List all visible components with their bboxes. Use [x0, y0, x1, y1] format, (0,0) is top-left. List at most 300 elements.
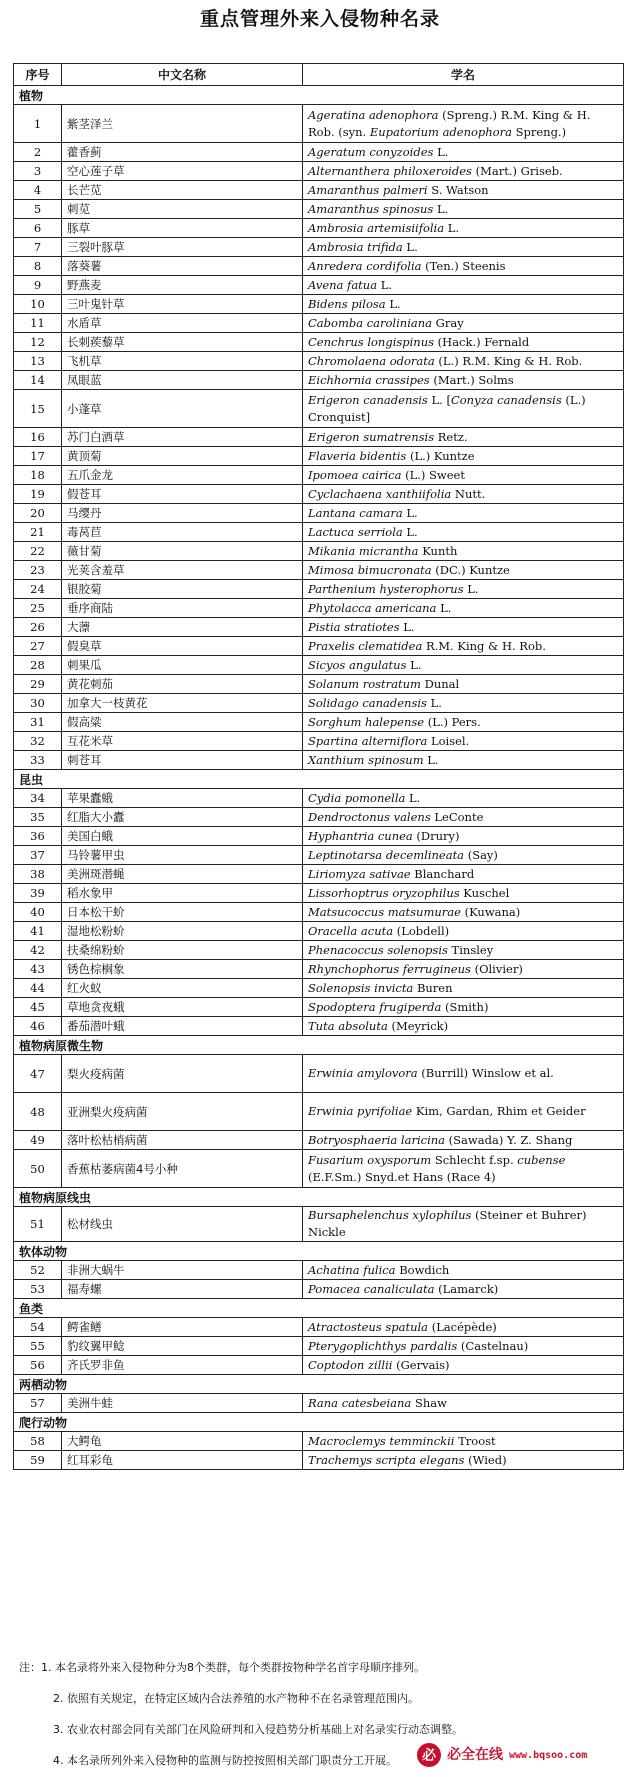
authority-text: L. — [433, 201, 449, 216]
row-chinese-name: 美洲斑潜蝇 — [62, 865, 303, 884]
row-scientific-name — [303, 143, 624, 162]
binomial-name: Bidens pilosa — [308, 296, 386, 311]
row-chinese-name: 美洲牛蛙 — [62, 1394, 303, 1413]
row-chinese-name: 香蕉枯萎病菌4号小种 — [62, 1150, 303, 1188]
row-scientific-name — [303, 219, 624, 238]
table-row — [14, 257, 624, 276]
binomial-name: Erigeron canadensis — [308, 392, 428, 407]
row-seq: 8 — [14, 257, 62, 276]
row-scientific-name — [303, 542, 624, 561]
binomial-name: Trachemys scripta elegans — [308, 1452, 465, 1467]
table-row — [14, 827, 624, 846]
row-scientific-name — [303, 903, 624, 922]
row-seq: 47 — [14, 1055, 62, 1093]
table-row — [14, 599, 624, 618]
binomial-name: Amaranthus palmeri — [308, 182, 428, 197]
binomial-name: Dendroctonus valens — [308, 809, 431, 824]
authority-text: (Steiner et Buhrer) Nickle — [308, 1208, 587, 1239]
row-seq: 39 — [14, 884, 62, 903]
row-scientific-name — [303, 1337, 624, 1356]
row-chinese-name: 飞机草 — [62, 352, 303, 371]
binomial-name: Eupatorium adenophora — [369, 124, 512, 139]
binomial-name: Parthenium hysterophorus — [308, 581, 464, 596]
binomial-name: cubense — [517, 1152, 566, 1167]
row-chinese-name: 黄顶菊 — [62, 447, 303, 466]
row-chinese-name: 野燕麦 — [62, 276, 303, 295]
row-chinese-name: 锈色棕榈象 — [62, 960, 303, 979]
authority-text: (Olivier) — [470, 961, 523, 976]
authority-text: (Meyrick) — [387, 1018, 449, 1033]
binomial-name: Pomacea canaliculata — [308, 1281, 435, 1296]
row-seq: 50 — [14, 1150, 62, 1188]
category-label: 植物 — [14, 86, 624, 105]
authority-text: (Castelnau) — [457, 1338, 529, 1353]
row-chinese-name: 亚洲梨火疫病菌 — [62, 1093, 303, 1131]
binomial-name: Mimosa bimucronata — [308, 562, 432, 577]
table-row — [14, 618, 624, 637]
site-watermark — [417, 1740, 627, 1770]
authority-text: (Say) — [464, 847, 498, 862]
table-row — [14, 1093, 624, 1131]
binomial-name: Mikania micrantha — [308, 543, 419, 558]
binomial-name: Rhynchophorus ferrugineus — [308, 961, 471, 976]
row-scientific-name — [303, 1318, 624, 1337]
row-seq: 40 — [14, 903, 62, 922]
table-row — [14, 466, 624, 485]
authority-text: Nutt. — [451, 486, 486, 501]
row-seq: 48 — [14, 1093, 62, 1131]
binomial-name: Cyclachaena xanthiifolia — [308, 486, 452, 501]
authority-text: L. — [436, 600, 452, 615]
binomial-name: Erwinia amylovora — [308, 1066, 418, 1080]
row-seq: 13 — [14, 352, 62, 371]
binomial-name: Botryosphaeria laricina — [308, 1132, 446, 1147]
authority-text: Dunal — [420, 676, 460, 691]
category-label: 两栖动物 — [14, 1375, 624, 1394]
row-scientific-name — [303, 1394, 624, 1413]
authority-text: Kim, Gardan, Rhim et Geider — [412, 1104, 586, 1118]
row-scientific-name — [303, 181, 624, 200]
binomial-name: Amaranthus spinosus — [308, 201, 434, 216]
row-chinese-name: 加拿大一枝黄花 — [62, 694, 303, 713]
row-scientific-name — [303, 1150, 624, 1188]
row-seq: 9 — [14, 276, 62, 295]
binomial-name: Cabomba caroliniana — [308, 315, 432, 330]
row-scientific-name — [303, 276, 624, 295]
authority-text: (L.) Kuntze — [406, 448, 475, 463]
row-chinese-name: 苹果蠹蛾 — [62, 789, 303, 808]
authority-text: (Kuwana) — [460, 904, 521, 919]
row-chinese-name: 银胶菊 — [62, 580, 303, 599]
row-scientific-name — [303, 1432, 624, 1451]
authority-text: (Lamarck) — [434, 1281, 499, 1296]
row-seq: 30 — [14, 694, 62, 713]
row-scientific-name — [303, 162, 624, 181]
table-row — [14, 390, 624, 428]
table-row — [14, 523, 624, 542]
row-seq: 51 — [14, 1207, 62, 1242]
table-row — [14, 903, 624, 922]
authority-text: (Gervais) — [392, 1357, 450, 1372]
table-row — [14, 105, 624, 143]
authority-text: Buren — [413, 980, 453, 995]
row-seq: 28 — [14, 656, 62, 675]
table-row — [14, 143, 624, 162]
row-chinese-name: 湿地松粉蚧 — [62, 922, 303, 941]
row-seq: 18 — [14, 466, 62, 485]
table-header-row — [14, 64, 624, 86]
category-row — [14, 86, 624, 105]
row-scientific-name — [303, 1356, 624, 1375]
binomial-name: Lactuca serriola — [308, 524, 403, 539]
row-chinese-name: 扶桑绵粉蚧 — [62, 941, 303, 960]
authority-text: (DC.) Kuntze — [431, 562, 510, 577]
binomial-name: Praxelis clematidea — [308, 638, 423, 653]
binomial-name: Pterygoplichthys pardalis — [308, 1338, 458, 1353]
row-scientific-name — [303, 105, 624, 143]
row-seq: 3 — [14, 162, 62, 181]
row-seq: 46 — [14, 1017, 62, 1036]
table-row — [14, 1394, 624, 1413]
row-scientific-name — [303, 466, 624, 485]
row-scientific-name — [303, 998, 624, 1017]
row-scientific-name — [303, 200, 624, 219]
category-row — [14, 770, 624, 789]
binomial-name: Atractosteus spatula — [308, 1319, 429, 1334]
row-seq: 11 — [14, 314, 62, 333]
row-scientific-name — [303, 1261, 624, 1280]
authority-text: (L.) Cronquist] — [308, 392, 586, 424]
binomial-name: Spartina alterniflora — [308, 733, 428, 748]
table-row — [14, 1261, 624, 1280]
binomial-name: Coptodon zillii — [308, 1357, 393, 1372]
binomial-name: Sicyos angulatus — [308, 657, 407, 672]
header-seq: 序号 — [14, 64, 62, 86]
authority-text: Schlecht f.sp. — [431, 1152, 518, 1167]
category-row — [14, 1242, 624, 1261]
table-row — [14, 314, 624, 333]
row-chinese-name: 日本松干蚧 — [62, 903, 303, 922]
authority-text: (L.) Sweet — [401, 467, 465, 482]
authority-text: Troost — [454, 1433, 496, 1448]
binomial-name: Cydia pomonella — [308, 790, 406, 805]
table-row — [14, 789, 624, 808]
authority-text: L. — [444, 220, 460, 235]
row-chinese-name: 非洲大蜗牛 — [62, 1261, 303, 1280]
authority-text: L. — [426, 695, 442, 710]
row-chinese-name: 松材线虫 — [62, 1207, 303, 1242]
authority-text: L. — [405, 790, 421, 805]
authority-text: (Sawada) Y. Z. Shang — [445, 1132, 573, 1147]
row-scientific-name — [303, 789, 624, 808]
authority-text: (Lobdell) — [393, 923, 450, 938]
table-row — [14, 200, 624, 219]
category-label: 软体动物 — [14, 1242, 624, 1261]
binomial-name: Leptinotarsa decemlineata — [308, 847, 465, 862]
category-row — [14, 1188, 624, 1207]
row-seq: 34 — [14, 789, 62, 808]
binomial-name: Xanthium spinosum — [308, 752, 424, 767]
binomial-name: Ipomoea cairica — [308, 467, 402, 482]
authority-text: R.M. King & H. Rob. — [422, 638, 546, 653]
binomial-name: Fusarium oxysporum — [308, 1152, 432, 1167]
category-row — [14, 1299, 624, 1318]
binomial-name: Conyza canadensis — [450, 392, 562, 407]
row-chinese-name: 小蓬草 — [62, 390, 303, 428]
row-seq: 37 — [14, 846, 62, 865]
table-row — [14, 219, 624, 238]
table-row — [14, 656, 624, 675]
table-row — [14, 941, 624, 960]
binomial-name: Phytolacca americana — [308, 600, 437, 615]
authority-text: L. — [463, 581, 479, 596]
binomial-name: Ageratum conyzoides — [308, 144, 434, 159]
row-chinese-name: 豹纹翼甲鲶 — [62, 1337, 303, 1356]
row-seq: 53 — [14, 1280, 62, 1299]
row-scientific-name — [303, 1451, 624, 1470]
binomial-name: Rana catesbeiana — [308, 1395, 412, 1410]
authority-text: (E.F.Sm.) Snyd.et Hans (Race 4) — [308, 1169, 496, 1184]
table-row — [14, 979, 624, 998]
authority-text: Kunth — [418, 543, 458, 558]
row-seq: 15 — [14, 390, 62, 428]
row-chinese-name: 垂序商陆 — [62, 599, 303, 618]
row-seq: 4 — [14, 181, 62, 200]
row-chinese-name: 大鳄龟 — [62, 1432, 303, 1451]
row-chinese-name: 薇甘菊 — [62, 542, 303, 561]
row-seq: 44 — [14, 979, 62, 998]
category-row — [14, 1036, 624, 1055]
authority-text: L. [ — [427, 392, 451, 407]
table-row — [14, 561, 624, 580]
binomial-name: Hyphantria cunea — [308, 828, 413, 843]
row-scientific-name — [303, 713, 624, 732]
row-chinese-name: 长刺蒺藜草 — [62, 333, 303, 352]
row-scientific-name — [303, 751, 624, 770]
binomial-name: Oracella acuta — [308, 923, 394, 938]
binomial-name: Anredera cordifolia — [308, 258, 422, 273]
authority-text: S. Watson — [427, 182, 489, 197]
row-chinese-name: 刺苍耳 — [62, 751, 303, 770]
row-scientific-name — [303, 827, 624, 846]
watermark-text: 必全在线 — [447, 1747, 503, 1763]
table-row — [14, 713, 624, 732]
table-row — [14, 637, 624, 656]
table-row — [14, 865, 624, 884]
authority-text: (Spreng.) R.M. King & H. Rob. (syn. — [308, 107, 591, 139]
binomial-name: Tuta absoluta — [308, 1018, 388, 1033]
authority-text: L. — [385, 296, 401, 311]
binomial-name: Erigeron sumatrensis — [308, 429, 435, 444]
row-scientific-name — [303, 504, 624, 523]
table-row — [14, 542, 624, 561]
authority-text: Shaw — [411, 1395, 447, 1410]
authority-text: (Hack.) Fernald — [434, 334, 530, 349]
row-chinese-name: 草地贪夜蛾 — [62, 998, 303, 1017]
category-row — [14, 1413, 624, 1432]
table-row — [14, 1451, 624, 1470]
row-scientific-name — [303, 523, 624, 542]
row-chinese-name: 齐氏罗非鱼 — [62, 1356, 303, 1375]
row-scientific-name — [303, 1280, 624, 1299]
row-seq: 7 — [14, 238, 62, 257]
authority-text: L. — [433, 144, 449, 159]
header-scientific-name: 学名 — [303, 64, 624, 86]
row-seq: 49 — [14, 1131, 62, 1150]
authority-text: (Ten.) Steenis — [421, 258, 506, 273]
row-seq: 59 — [14, 1451, 62, 1470]
row-seq: 20 — [14, 504, 62, 523]
authority-text: LeConte — [430, 809, 484, 824]
binomial-name: Chromolaena odorata — [308, 353, 435, 368]
row-seq: 55 — [14, 1337, 62, 1356]
row-seq: 10 — [14, 295, 62, 314]
row-scientific-name — [303, 960, 624, 979]
authority-text: Blanchard — [410, 866, 475, 881]
binomial-name: Phenacoccus solenopsis — [308, 942, 448, 957]
row-scientific-name — [303, 447, 624, 466]
table-row — [14, 580, 624, 599]
row-seq: 5 — [14, 200, 62, 219]
binomial-name: Spodoptera frugiperda — [308, 999, 442, 1014]
authority-text: (L.) Pers. — [424, 714, 481, 729]
row-scientific-name — [303, 485, 624, 504]
authority-text: Kuschel — [459, 885, 510, 900]
binomial-name: Erwinia pyrifoliae — [308, 1104, 413, 1118]
binomial-name: Sorghum halepense — [308, 714, 425, 729]
row-seq: 31 — [14, 713, 62, 732]
authority-text: (Smith) — [441, 999, 489, 1014]
footnote-1: 注：1. 本名录将外来入侵物种分为8个类群，每个类群按物种学名首字母顺序排列。 — [19, 1661, 425, 1674]
row-chinese-name: 三叶鬼针草 — [62, 295, 303, 314]
authority-text: L. — [402, 239, 418, 254]
row-scientific-name — [303, 618, 624, 637]
row-chinese-name: 稻水象甲 — [62, 884, 303, 903]
authority-text: Loisel. — [427, 733, 470, 748]
table-row — [14, 238, 624, 257]
table-body — [14, 86, 624, 1470]
row-chinese-name: 长芒苋 — [62, 181, 303, 200]
row-chinese-name: 假苍耳 — [62, 485, 303, 504]
row-scientific-name — [303, 941, 624, 960]
row-seq: 32 — [14, 732, 62, 751]
row-chinese-name: 红耳彩龟 — [62, 1451, 303, 1470]
row-chinese-name: 紫茎泽兰 — [62, 105, 303, 143]
row-seq: 45 — [14, 998, 62, 1017]
row-scientific-name — [303, 675, 624, 694]
row-chinese-name: 马铃薯甲虫 — [62, 846, 303, 865]
row-scientific-name — [303, 580, 624, 599]
row-seq: 23 — [14, 561, 62, 580]
row-chinese-name: 藿香蓟 — [62, 143, 303, 162]
table-row — [14, 162, 624, 181]
authority-text: (Drury) — [412, 828, 460, 843]
row-chinese-name: 毒莴苣 — [62, 523, 303, 542]
row-seq: 42 — [14, 941, 62, 960]
binomial-name: Ageratina adenophora — [308, 107, 439, 122]
category-label: 植物病原线虫 — [14, 1188, 624, 1207]
table-row — [14, 276, 624, 295]
row-scientific-name — [303, 1017, 624, 1036]
binomial-name: Ambrosia trifida — [308, 239, 403, 254]
row-scientific-name — [303, 1207, 624, 1242]
row-seq: 2 — [14, 143, 62, 162]
binomial-name: Macroclemys temminckii — [308, 1433, 455, 1448]
binomial-name: Ambrosia artemisiifolia — [308, 220, 445, 235]
row-chinese-name: 鳄雀鳝 — [62, 1318, 303, 1337]
category-row — [14, 1375, 624, 1394]
authority-text: L. — [406, 657, 422, 672]
table-row — [14, 295, 624, 314]
row-chinese-name: 五爪金龙 — [62, 466, 303, 485]
table-row — [14, 1280, 624, 1299]
table-row — [14, 181, 624, 200]
authority-text: (Burrill) Winslow et al. — [417, 1066, 554, 1080]
row-scientific-name — [303, 656, 624, 675]
row-seq: 38 — [14, 865, 62, 884]
row-scientific-name — [303, 922, 624, 941]
page-title: 重点管理外来入侵物种名录 — [199, 8, 440, 30]
table-row — [14, 694, 624, 713]
row-scientific-name — [303, 390, 624, 428]
table-row — [14, 485, 624, 504]
table-row — [14, 1207, 624, 1242]
row-chinese-name: 番茄潜叶蛾 — [62, 1017, 303, 1036]
row-seq: 6 — [14, 219, 62, 238]
row-seq: 21 — [14, 523, 62, 542]
row-scientific-name — [303, 314, 624, 333]
binomial-name: Achatina fulica — [308, 1262, 396, 1277]
table-row — [14, 732, 624, 751]
row-scientific-name — [303, 732, 624, 751]
row-seq: 54 — [14, 1318, 62, 1337]
authority-text: L. — [423, 752, 439, 767]
table-row — [14, 1318, 624, 1337]
row-chinese-name: 三裂叶豚草 — [62, 238, 303, 257]
row-chinese-name: 凤眼蓝 — [62, 371, 303, 390]
row-chinese-name: 大薸 — [62, 618, 303, 637]
row-scientific-name — [303, 637, 624, 656]
authority-text: Tinsley — [447, 942, 494, 957]
footnote-2: 2. 依照有关规定，在特定区域内合法养殖的水产物种不在名录管理范围内。 — [53, 1692, 419, 1705]
binomial-name: Bursaphelenchus xylophilus — [308, 1208, 472, 1222]
category-label: 昆虫 — [14, 770, 624, 789]
row-chinese-name: 梨火疫病菌 — [62, 1055, 303, 1093]
row-chinese-name: 互花米草 — [62, 732, 303, 751]
authority-text: L. — [402, 524, 418, 539]
binomial-name: Solidago canadensis — [308, 695, 427, 710]
row-scientific-name — [303, 865, 624, 884]
row-seq: 43 — [14, 960, 62, 979]
row-seq: 19 — [14, 485, 62, 504]
row-seq: 25 — [14, 599, 62, 618]
row-scientific-name — [303, 238, 624, 257]
row-seq: 36 — [14, 827, 62, 846]
row-chinese-name: 福寿螺 — [62, 1280, 303, 1299]
category-label: 植物病原微生物 — [14, 1036, 624, 1055]
row-scientific-name — [303, 352, 624, 371]
table-row — [14, 1150, 624, 1188]
table-row — [14, 960, 624, 979]
table-row — [14, 675, 624, 694]
table-row — [14, 1432, 624, 1451]
row-seq: 35 — [14, 808, 62, 827]
row-scientific-name — [303, 1055, 624, 1093]
row-chinese-name: 落葵薯 — [62, 257, 303, 276]
row-scientific-name — [303, 257, 624, 276]
authority-text: Bowdich — [395, 1262, 450, 1277]
row-scientific-name — [303, 694, 624, 713]
